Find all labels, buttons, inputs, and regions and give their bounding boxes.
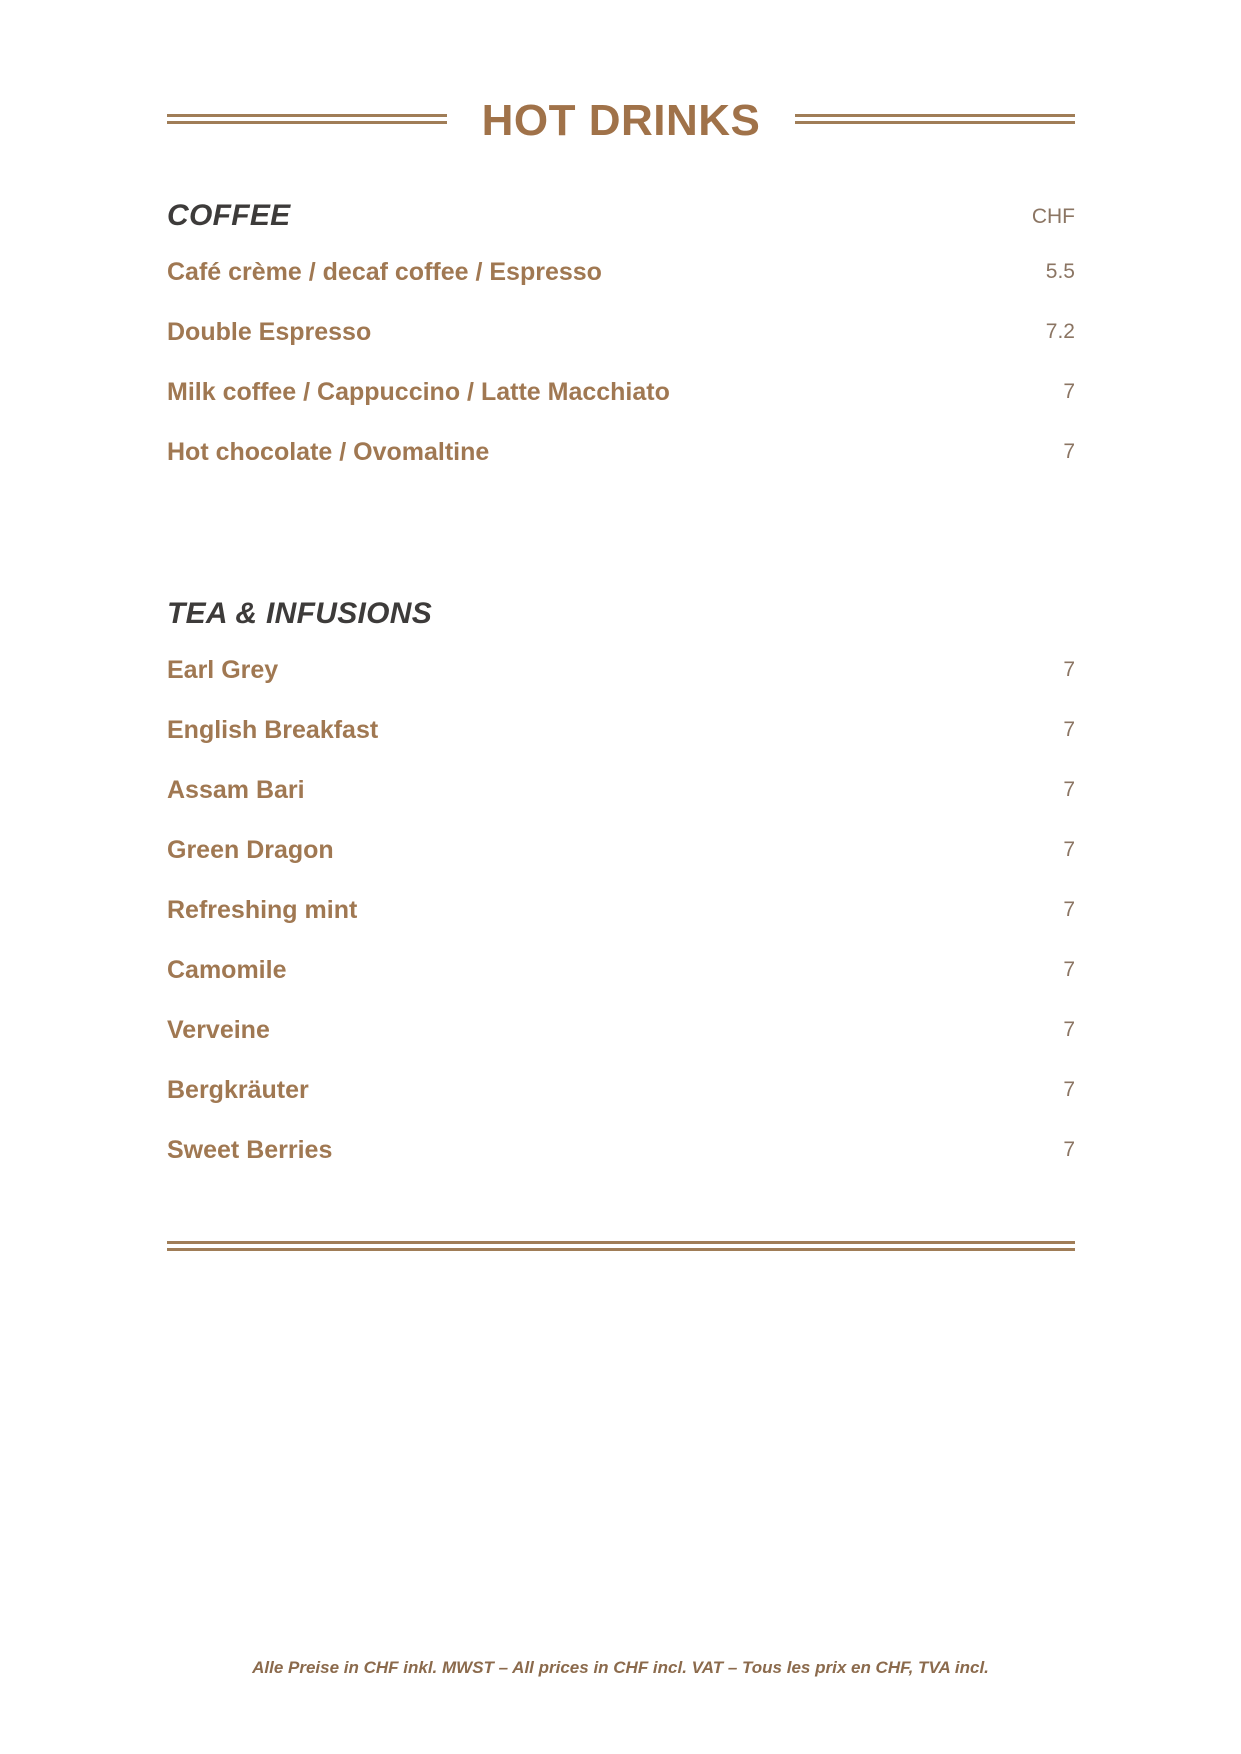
menu-item bbox=[167, 252, 1075, 312]
item-name: Green Dragon bbox=[167, 836, 334, 864]
item-name: Assam Bari bbox=[167, 776, 305, 804]
menu-item bbox=[167, 1070, 1075, 1130]
currency-label: CHF bbox=[1031, 205, 1075, 228]
item-name: Café crème / decaf coffee / Espresso bbox=[167, 258, 602, 286]
item-name: Hot chocolate / Ovomaltine bbox=[167, 438, 490, 466]
menu-item bbox=[167, 890, 1075, 950]
menu-item bbox=[167, 1010, 1075, 1070]
title-row bbox=[167, 96, 1075, 146]
item-price: 5.5 bbox=[1045, 260, 1075, 283]
item-name: Milk coffee / Cappuccino / Latte Macchiato bbox=[167, 378, 670, 406]
tea-list bbox=[167, 650, 1075, 1190]
item-name: Bergkräuter bbox=[167, 1076, 309, 1104]
item-price: 7 bbox=[1063, 778, 1075, 801]
item-name: English Breakfast bbox=[167, 716, 379, 744]
page-title: HOT DRINKS bbox=[481, 96, 761, 145]
item-price: 7 bbox=[1063, 1078, 1075, 1101]
item-price: 7 bbox=[1063, 658, 1075, 681]
item-name: Earl Grey bbox=[167, 656, 279, 684]
item-price: 7 bbox=[1063, 1138, 1075, 1161]
bottom-rule bbox=[167, 1241, 1075, 1251]
coffee-section bbox=[167, 196, 1075, 492]
item-price: 7 bbox=[1063, 958, 1075, 981]
item-price: 7 bbox=[1063, 838, 1075, 861]
menu-item bbox=[167, 432, 1075, 492]
menu-item bbox=[167, 650, 1075, 710]
item-name: Camomile bbox=[167, 956, 287, 984]
item-price: 7 bbox=[1063, 898, 1075, 921]
menu-item bbox=[167, 1130, 1075, 1190]
item-price: 7 bbox=[1063, 380, 1075, 403]
tea-heading: TEA & INFUSIONS bbox=[167, 597, 433, 630]
item-price: 7.2 bbox=[1045, 320, 1075, 343]
title-rule-right bbox=[795, 114, 1075, 124]
coffee-list bbox=[167, 252, 1075, 492]
footer-note: Alle Preise in CHF inkl. MWST – All prices in CHF incl. VAT – Tous les prix en CHF, TVA incl. bbox=[252, 1658, 989, 1677]
item-name: Verveine bbox=[167, 1016, 270, 1044]
item-name: Refreshing mint bbox=[167, 896, 358, 924]
menu-item bbox=[167, 830, 1075, 890]
menu-item bbox=[167, 372, 1075, 432]
menu-item bbox=[167, 312, 1075, 372]
menu-item bbox=[167, 710, 1075, 770]
item-price: 7 bbox=[1063, 440, 1075, 463]
menu-item bbox=[167, 950, 1075, 1010]
menu-item bbox=[167, 770, 1075, 830]
coffee-header bbox=[167, 196, 1075, 236]
item-price: 7 bbox=[1063, 718, 1075, 741]
tea-header bbox=[167, 594, 1075, 634]
item-name: Sweet Berries bbox=[167, 1136, 333, 1164]
tea-section bbox=[167, 594, 1075, 1190]
coffee-heading: COFFEE bbox=[167, 199, 291, 232]
item-price: 7 bbox=[1063, 1018, 1075, 1041]
item-name: Double Espresso bbox=[167, 318, 372, 346]
